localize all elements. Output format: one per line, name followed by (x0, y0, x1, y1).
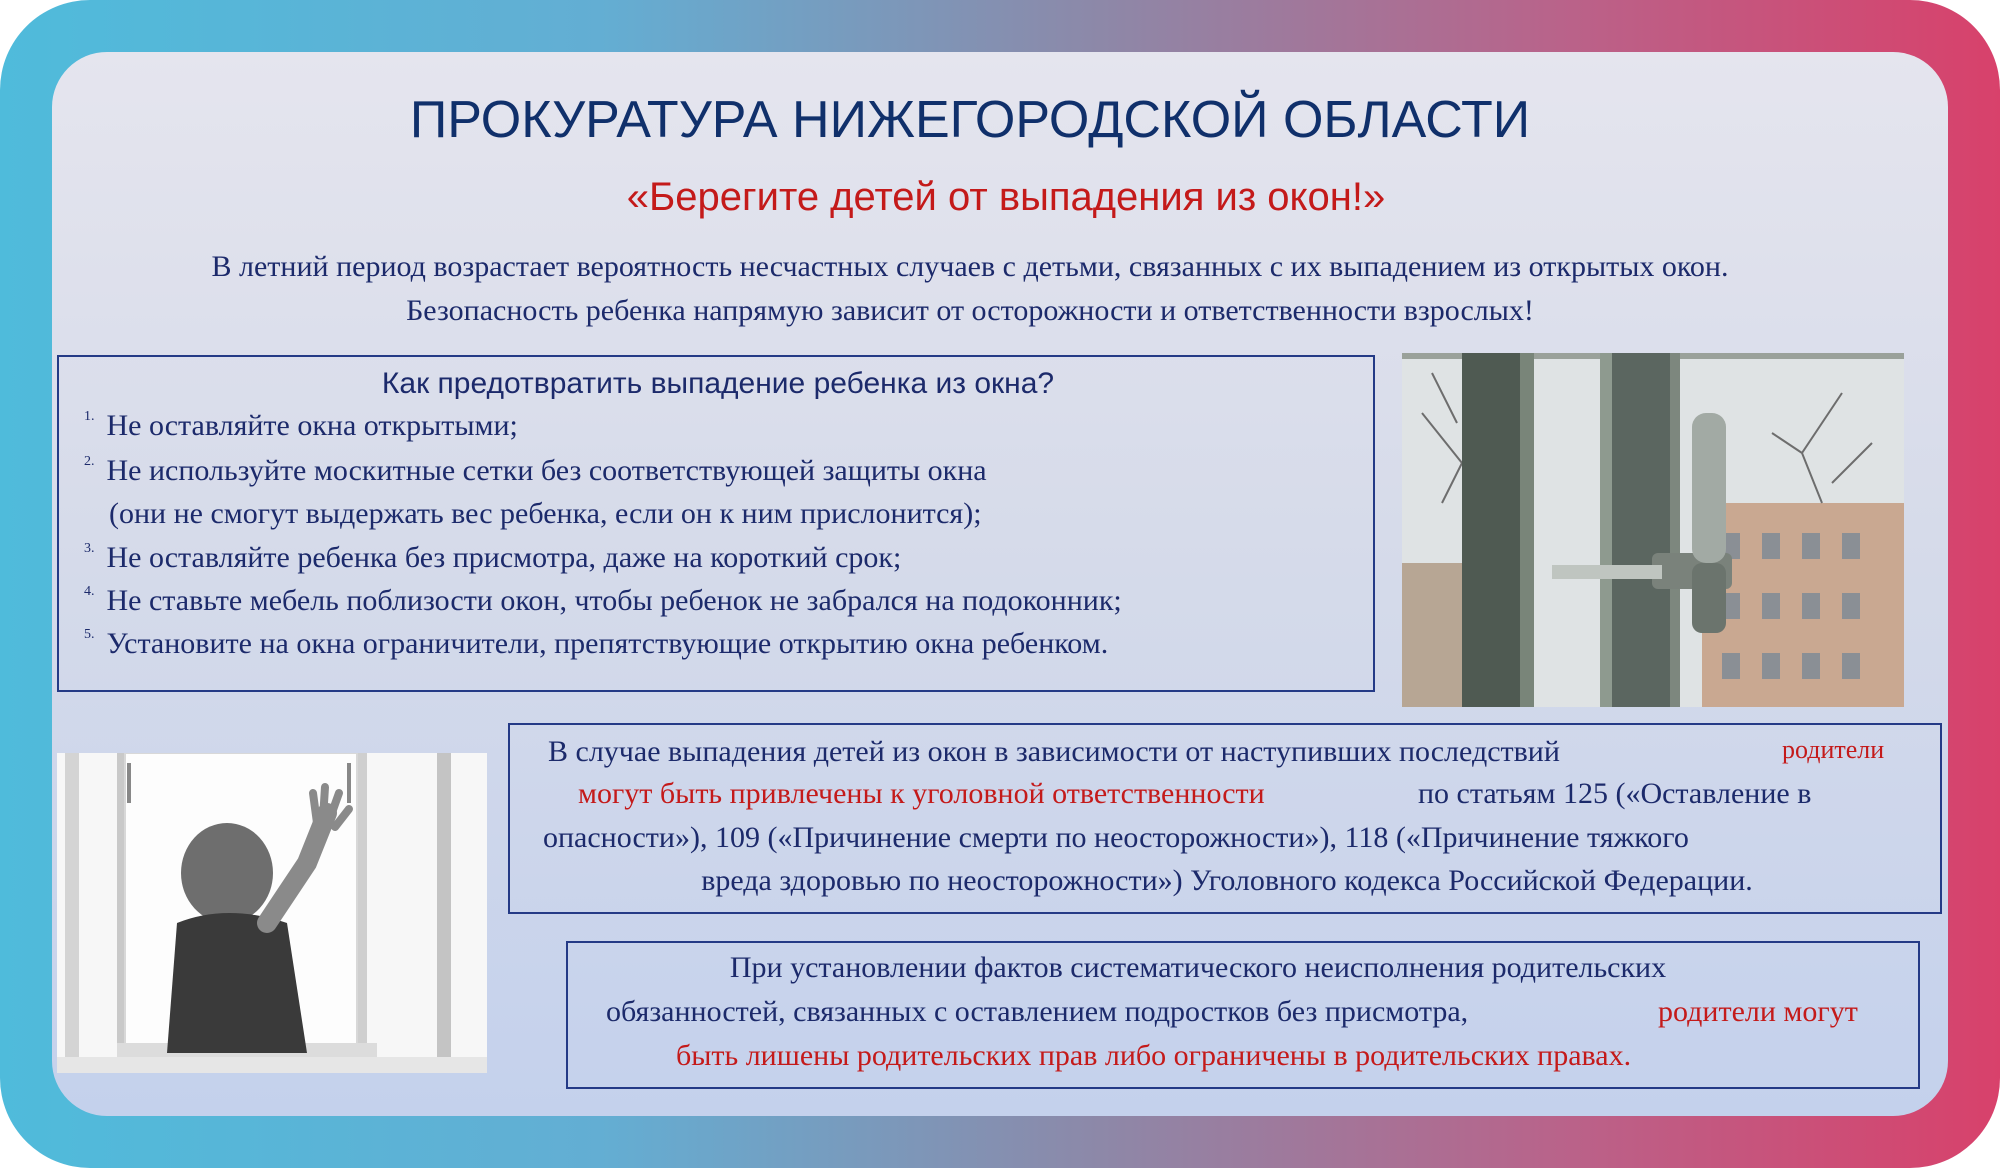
page-title: ПРОКУРАТУРА НИЖЕГОРОДСКОЙ ОБЛАСТИ (409, 91, 1531, 149)
prevention-title: Как предотвратить выпадение ребенка из окна? (381, 367, 1055, 400)
rights-line-2b: родители могут (1658, 995, 1858, 1028)
parental-rights-box (566, 941, 1920, 1089)
liability-line-4: вреда здоровью по неосторожности») Уголовного кодекса Российской Федерации. (701, 864, 1753, 897)
rights-line-2a: обязанностей, связанных с оставлением подростков без присмотра, (606, 995, 1469, 1028)
list-item (84, 584, 1122, 618)
list-text: Установите на окна ограничители, препятствующие открытию окна ребенком. (106, 627, 1109, 660)
child-at-window-illustration (57, 753, 487, 1073)
list-text: Не оставляйте ребенка без присмотра, даже на короткий срок; (106, 541, 902, 574)
list-text-continued: (они не смогут выдержать вес ребенка, если он к ним прислонится); (109, 497, 982, 530)
rights-line-1: При установлении фактов систематического неисполнения родительских (729, 951, 1667, 984)
list-number: 5. (84, 627, 95, 642)
list-number: 2. (84, 454, 95, 469)
list-text: Не оставляйте окна открытыми; (106, 409, 518, 442)
rights-line-3: быть лишены родительских прав либо ограничены в родительских правах. (676, 1039, 1632, 1072)
list-text: Не используйте москитные сетки без соответствующей защиты окна (106, 454, 987, 487)
criminal-liability-box (508, 723, 1942, 914)
intro-line-2: Безопасность ребенка напрямую зависит от осторожности и ответственности взрослых! (406, 294, 1534, 327)
liability-line-2a: могут быть привлечены к уголовной ответственности (578, 777, 1265, 810)
window-limiter-illustration (1402, 353, 1904, 707)
list-number: 3. (84, 541, 95, 556)
list-item (84, 627, 1108, 661)
list-item (84, 454, 987, 488)
intro-line-1: В летний период возрастает вероятность несчастных случаев с детьми, связанных с их выпадением из открытых окон. (211, 250, 1729, 283)
list-item (84, 541, 901, 575)
window-limiter-photo (1402, 353, 1904, 707)
list-number: 4. (84, 584, 95, 599)
child-at-window-photo (57, 753, 487, 1073)
page-subtitle: «Берегите детей от выпадения из окон!» (626, 175, 1386, 219)
list-item (84, 409, 518, 443)
list-text: Не ставьте мебель поблизости окон, чтобы ребенок не забрался на подоконник; (106, 584, 1122, 617)
list-number: 1. (84, 409, 95, 424)
prevention-box (57, 355, 1375, 692)
liability-line-1b: родители (1782, 735, 1885, 764)
liability-line-1a: В случае выпадения детей из окон в зависимости от наступивших последствий (548, 735, 1560, 768)
liability-line-3: опасности»), 109 («Причинение смерти по неосторожности»), 118 («Причинение тяжкого (543, 821, 1689, 854)
liability-line-2b: по статьям 125 («Оставление в (1418, 777, 1812, 810)
